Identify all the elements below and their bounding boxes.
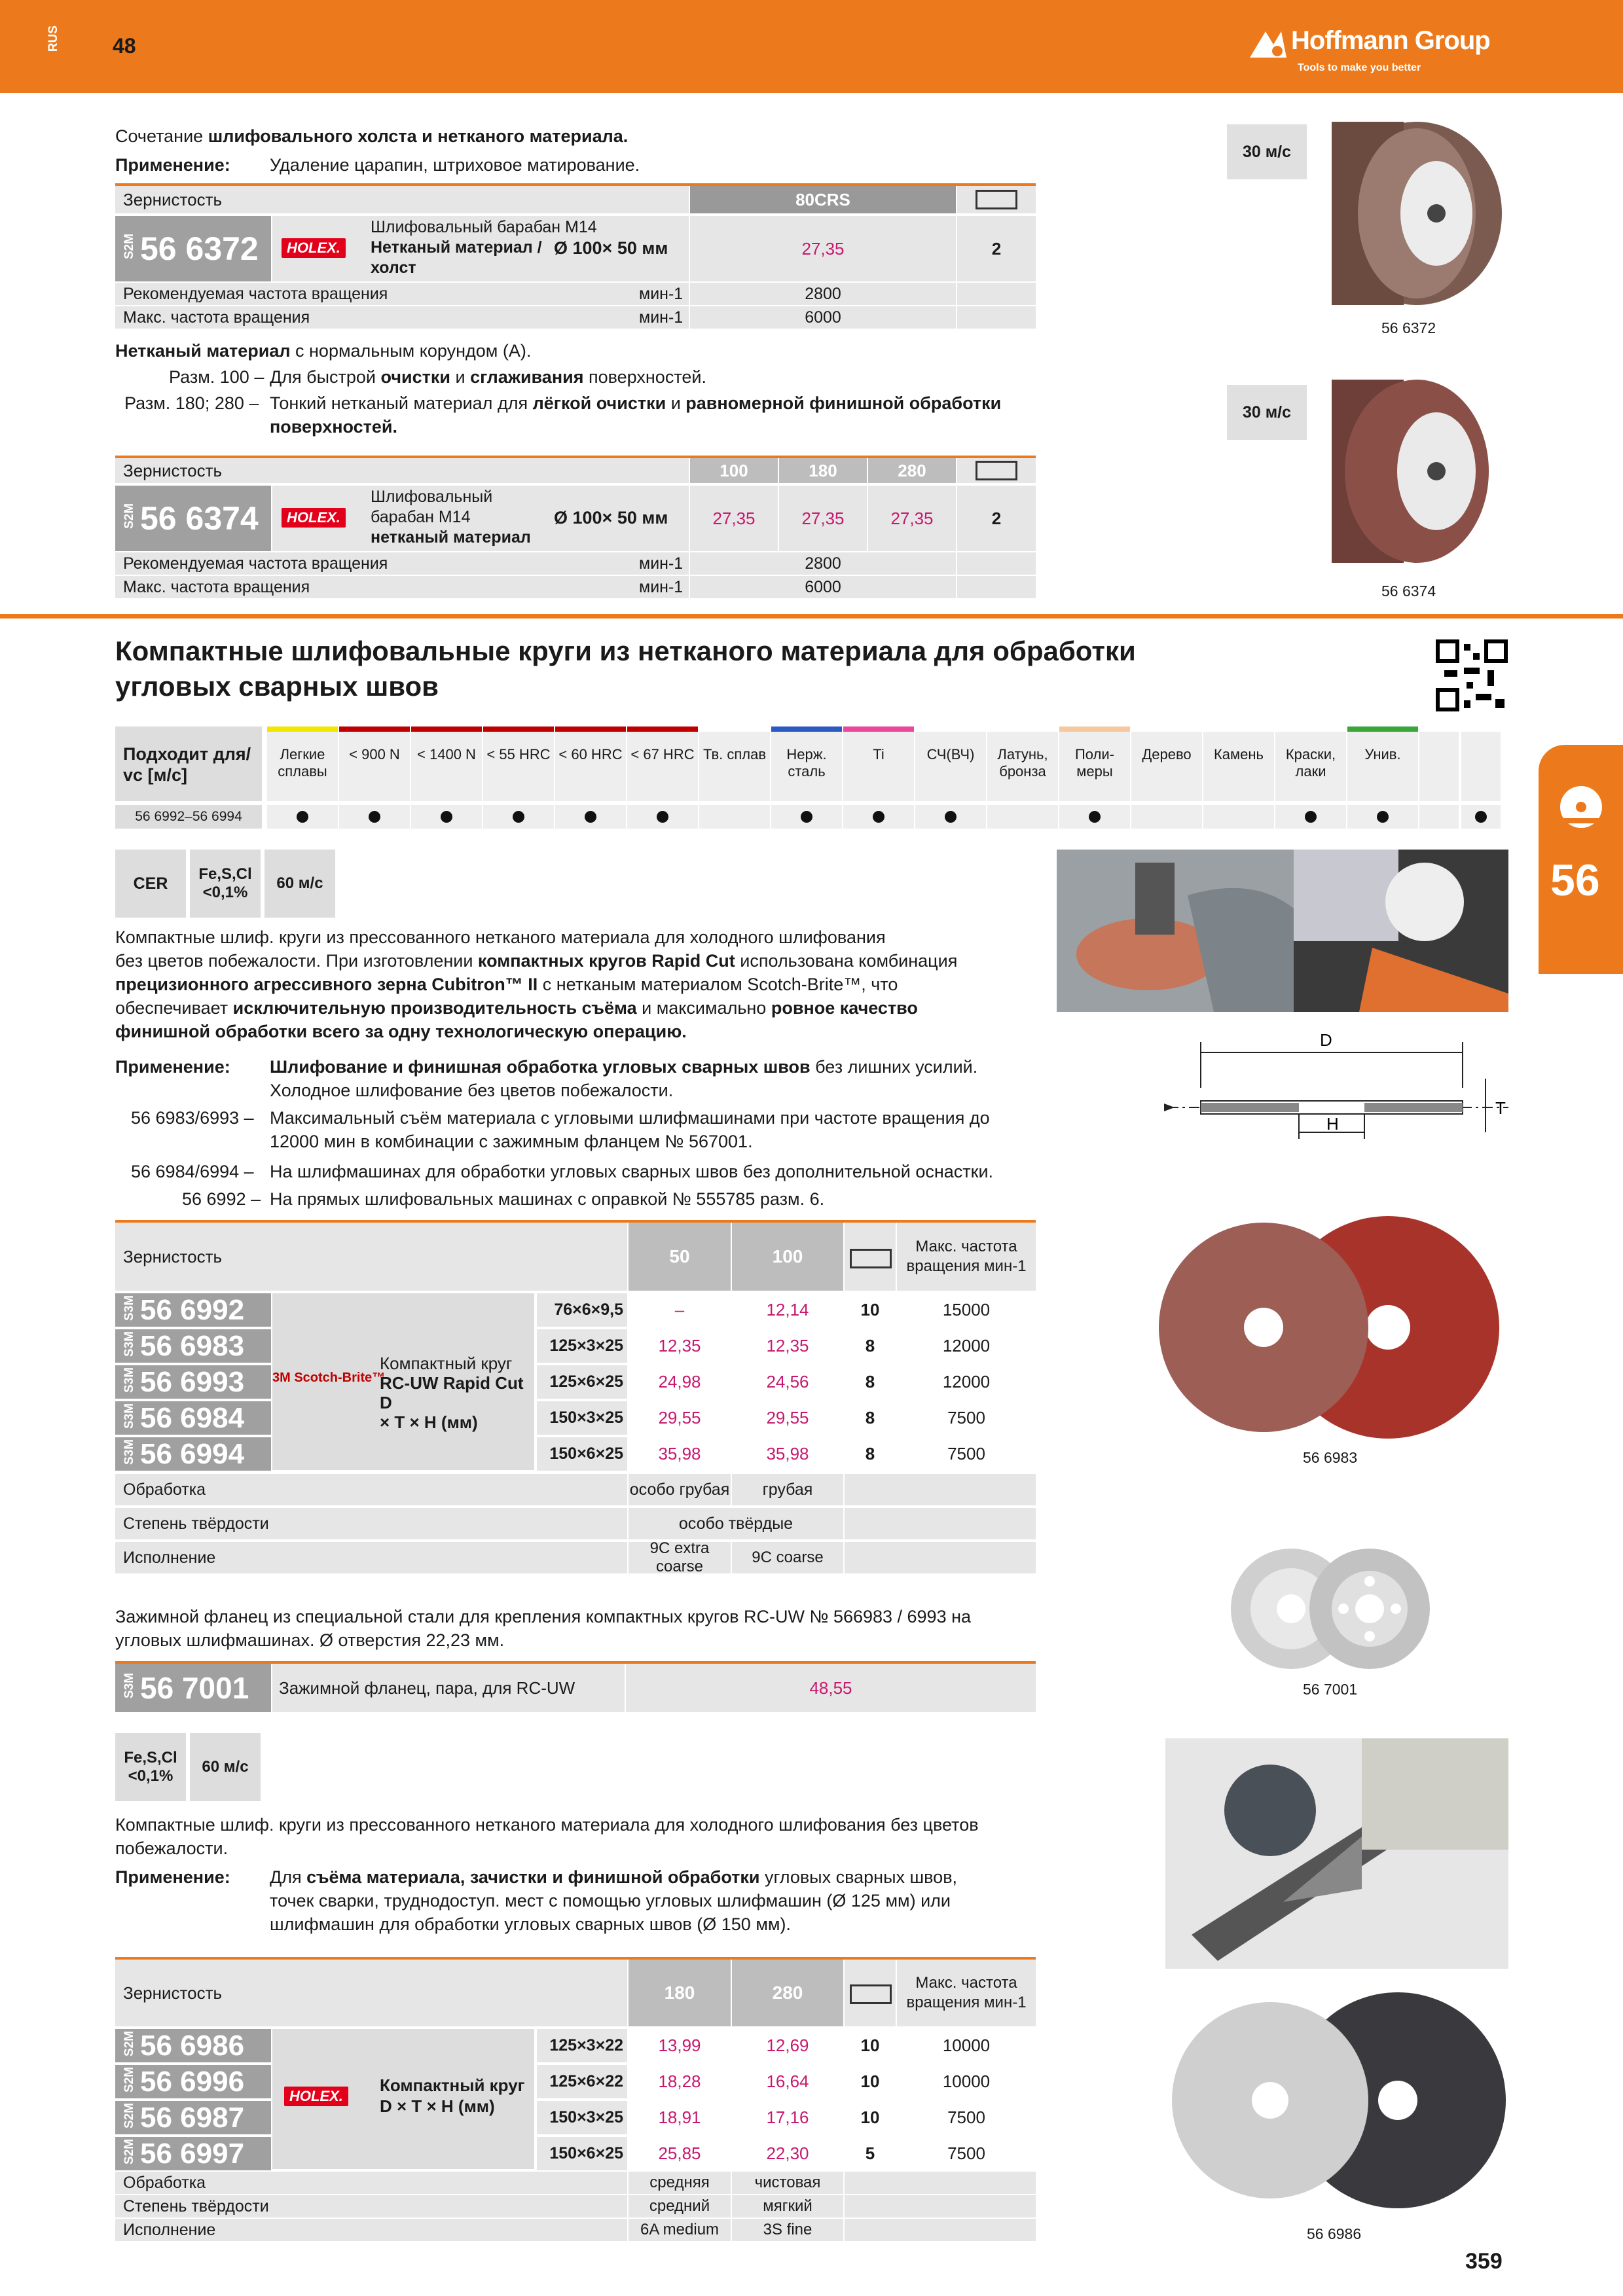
label-line: Подходит для/ — [123, 744, 251, 764]
suitability-dot-cell — [699, 805, 770, 829]
pack-qty: 5 — [865, 2144, 875, 2163]
desc-line: Шлифовальный — [371, 488, 493, 506]
suitability-column-label: Латунь, бронза — [997, 746, 1048, 780]
product-desc — [272, 486, 689, 551]
processing-label: Обработка — [115, 1474, 627, 1505]
product-size: Ø 100× 50 мм — [554, 508, 668, 528]
desc-line: D × T × H (мм) — [380, 2096, 495, 2116]
pack-header — [957, 458, 1036, 483]
processing-label: Обработка — [115, 2172, 627, 2194]
desc-line: холст — [371, 259, 416, 277]
suitability-dot — [297, 811, 308, 823]
image-caption: 56 7001 — [1303, 1681, 1358, 1698]
size180-label: Разм. 180; 280 – — [124, 393, 259, 413]
badge-speed: 60 м/с — [190, 1733, 261, 1801]
pack-qty: 8 — [865, 1372, 875, 1391]
usage2-text: На шлифмашинах для обработки угловых сварных швов без дополнительной оснастки. — [270, 1162, 994, 1181]
suitability-dot-cell — [1131, 805, 1202, 829]
product-code: S2M 56 6986 — [115, 2029, 271, 2062]
block3-app-text: Шлифование и финишная обработка угловых сварных швов без лишних усилий. Холодное шлифование без цветов побежалости. — [270, 1057, 978, 1100]
hardness-value: особо твёрдые — [629, 1508, 843, 1539]
desc-line: Нетканый материал / — [371, 238, 542, 257]
suitability-dot-cell — [339, 805, 410, 829]
grit-label: Зернистость — [115, 1223, 627, 1291]
grit-100-header: 100 — [732, 1223, 843, 1291]
product-code: S2M 56 6996 — [115, 2065, 271, 2098]
suitability-dot-cell — [1347, 805, 1418, 829]
wheel-size: 125×3×22 — [537, 2029, 627, 2062]
holex-logo: HOLEX. — [284, 2087, 348, 2106]
price: 12,35 — [766, 1336, 809, 1355]
max-speed: 7500 — [947, 1444, 985, 1463]
empty-cell — [845, 1508, 1036, 1539]
image-caption: 56 6983 — [1303, 1449, 1358, 1466]
grade-header: 80CRS — [690, 186, 956, 213]
pack-qty: 10 — [860, 2108, 880, 2127]
price: 35,98 — [658, 1444, 701, 1463]
pack-qty: 8 — [865, 1444, 875, 1463]
package-icon — [850, 1249, 892, 1268]
wheel-size: 125×6×22 — [537, 2065, 627, 2098]
grit-280-header: 280 — [868, 458, 956, 483]
suitability-dot-cell — [843, 805, 914, 829]
suitability-dot-cell — [555, 805, 626, 829]
image-caption: 56 6372 — [1381, 319, 1436, 336]
image-caption: 56 6986 — [1307, 2225, 1362, 2242]
empty-cell — [845, 1542, 1036, 1573]
grit-50-header: 50 — [629, 1223, 731, 1291]
suitability-column-label: Легкие сплавы — [278, 746, 327, 780]
pack-qty: 10 — [860, 2072, 880, 2091]
suitability-column — [1131, 726, 1202, 801]
suitability-column — [1059, 726, 1130, 801]
suitability-dot-cell — [1275, 805, 1346, 829]
price: 35,98 — [766, 1444, 809, 1463]
empty-cell — [845, 2172, 1036, 2194]
qr-code-icon — [1435, 639, 1508, 712]
suitability-dot-cell — [771, 805, 842, 829]
max-speed: 10000 — [942, 2036, 991, 2055]
product-code: S3M 56 6993 — [115, 1365, 271, 1399]
suitability-column — [699, 726, 770, 801]
block4-brand-desc — [272, 2029, 534, 2169]
empty-cell — [845, 2195, 1036, 2217]
max-speed: 7500 — [947, 2108, 985, 2127]
suitability-dot — [585, 811, 596, 823]
suitability-dot-cell — [987, 805, 1058, 829]
grit-100-header: 100 — [690, 458, 778, 483]
angle-grinder-photo — [1165, 1738, 1508, 1969]
speed-badge: 30 м/с — [1227, 385, 1307, 440]
empty-cell — [957, 283, 1036, 305]
usage3-text: На прямых шлифовальных машинах с оправкой № 555785 разм. 6. — [270, 1189, 825, 1209]
badge-cer: CER — [115, 850, 186, 918]
price: 48,55 — [626, 1664, 1036, 1712]
price: 29,55 — [658, 1408, 701, 1427]
hardness-label: Степень твёрдости — [115, 2195, 627, 2217]
block4-description: Компактные шлиф. круги из прессованного нетканого материала для холодного шлифования без цветов побежалости. — [115, 1815, 979, 1858]
processing-value: грубая — [732, 1474, 843, 1505]
suitability-column-label: Дерево — [1142, 746, 1192, 762]
price: 27,35 — [779, 486, 867, 551]
suitability-dot — [1377, 811, 1389, 823]
max-speed-header: Макс. частота вращения мин-1 — [897, 1960, 1036, 2026]
suitability-label-cell — [115, 726, 262, 801]
pack-qty: 2 — [957, 216, 1036, 281]
package-icon — [850, 1984, 892, 2004]
grit-280-header: 280 — [732, 1960, 843, 2026]
rec-speed-label: Рекомендуемая частота вращения мин-1 — [115, 283, 689, 305]
block1-app-label: Применение: — [115, 155, 230, 175]
price: 12,14 — [766, 1300, 809, 1319]
rec-speed-value: 2800 — [690, 552, 956, 575]
image-caption: 56 6374 — [1381, 583, 1436, 600]
execution-value: 9C coarse — [732, 1542, 843, 1573]
badge-fescl: Fe,S,Cl <0,1% — [190, 850, 261, 918]
desc-line: Шлифовальный барабан M14 — [371, 218, 597, 236]
clamping-flange-image — [1230, 1543, 1432, 1677]
execution-label: Исполнение — [115, 2219, 627, 2241]
suitability-dot — [369, 811, 380, 823]
product-code: S3M 56 6994 — [115, 1437, 271, 1471]
empty-cell — [845, 1474, 1036, 1505]
suitability-dot — [513, 811, 524, 823]
wheel-size: 150×3×25 — [537, 1401, 627, 1435]
max-speed-label: Макс. частота вращения мин-1 — [115, 306, 689, 329]
suitability-dot-cell — [1419, 805, 1459, 829]
empty-cell — [957, 576, 1036, 598]
wheel-size: 125×6×25 — [537, 1365, 627, 1399]
section-title: Компактные шлифовальные круги из нетканого материала для обработки угловых сварных швов — [115, 636, 1136, 702]
product-desc — [272, 216, 689, 281]
price: 24,98 — [658, 1372, 701, 1391]
page-number-top: 48 — [113, 34, 136, 58]
wheel-size: 76×6×9,5 — [537, 1293, 627, 1327]
price: 27,35 — [868, 486, 956, 551]
suitability-dot — [873, 811, 884, 823]
max-speed-header: Макс. частота вращения мин-1 — [897, 1223, 1036, 1291]
hardness-label: Степень твёрдости — [115, 1508, 627, 1539]
suitability-dot-cell — [1203, 805, 1274, 829]
product-code: S3M 56 6983 — [115, 1329, 271, 1363]
pack-header — [957, 186, 1036, 213]
desc-line: нетканый материал — [371, 528, 531, 547]
rec-speed-label: Рекомендуемая частота вращения мин-1 — [115, 552, 689, 575]
price: 24,56 — [766, 1372, 809, 1391]
max-speed: 7500 — [947, 2144, 985, 2163]
size180-text: Тонкий нетканый материал для лёгкой очистки и равномерной финишной обработки поверхностей. — [270, 393, 1002, 437]
suitability-dot-cell — [627, 805, 698, 829]
execution-value: 9C extra coarse — [629, 1542, 731, 1573]
max-speed-value: 6000 — [690, 306, 956, 329]
price: 27,35 — [690, 216, 956, 281]
product-code: S3M 56 7001 — [115, 1664, 271, 1712]
suitability-column-label: Краски, лаки — [1285, 746, 1336, 780]
price: 12,69 — [766, 2036, 809, 2055]
suitability-column-label: Камень — [1213, 746, 1264, 762]
suitability-column — [1461, 726, 1501, 801]
product-code: S2M 56 6987 — [115, 2101, 271, 2134]
suitability-dot-cell — [411, 805, 482, 829]
size100-text: Для быстрой очистки и сглаживания поверхностей. — [270, 367, 706, 387]
processing-value: средняя — [629, 2172, 731, 2194]
price: 29,55 — [766, 1408, 809, 1427]
grit-label: Зернистость — [115, 1960, 627, 2026]
hardness-value: мягкий — [732, 2195, 843, 2217]
desc-line: барабан M14 — [371, 508, 471, 526]
price: 22,30 — [766, 2144, 809, 2163]
price: 12,35 — [658, 1336, 701, 1355]
suitability-column — [1203, 726, 1274, 801]
grinding-photo-1 — [1057, 850, 1294, 1012]
grinding-disc-icon — [1558, 784, 1604, 830]
empty-cell — [957, 552, 1036, 575]
execution-value: 3S fine — [732, 2219, 843, 2241]
page-number-bottom: 359 — [1465, 2249, 1503, 2274]
empty-cell — [957, 306, 1036, 329]
pack-qty: 10 — [860, 1300, 880, 1319]
suitability-dot — [945, 811, 957, 823]
suitability-column — [411, 726, 482, 801]
suitability-column-label: Тв. сплав — [702, 746, 767, 762]
rec-speed-value: 2800 — [690, 283, 956, 305]
suitability-column — [267, 726, 338, 801]
suitability-column-label: Поли- меры — [1074, 746, 1115, 780]
grit-180-header: 180 — [629, 1960, 731, 2026]
usage1-label: 56 6983/6993 – — [131, 1108, 254, 1128]
pack-qty: 10 — [860, 2036, 880, 2055]
package-icon — [976, 461, 1017, 480]
wheel-dimension-diagram — [1155, 1028, 1522, 1158]
grinding-photo-2 — [1294, 850, 1508, 1012]
holex-logo: HOLEX. — [282, 238, 346, 258]
suitability-range: 56 6992–56 6994 — [115, 805, 262, 829]
suitability-table — [115, 726, 1425, 831]
max-speed: 12000 — [942, 1372, 991, 1391]
suitability-dot-cell — [1059, 805, 1130, 829]
size100-label: Разм. 100 – — [169, 367, 264, 387]
block1-intro: Сочетание шлифовального холста и нетканого материала. — [115, 126, 629, 146]
max-speed-value: 6000 — [690, 576, 956, 598]
suitability-dot-cell — [483, 805, 554, 829]
price: 17,16 — [766, 2108, 809, 2127]
processing-value: особо грубая — [629, 1474, 731, 1505]
sanding-drum-image — [1319, 115, 1508, 312]
suitability-column — [771, 726, 842, 801]
block4-app-text: Для съёма материала, зачистки и финишной обработки угловых сварных швов, точек сварки, труднодоступ. мест с помощью угловых шлифмашин (Ø 125 мм) или шлифмашин для обработки угловых сварных швов (Ø 150 мм). — [270, 1867, 958, 1934]
max-speed: 12000 — [942, 1336, 991, 1355]
price: – — [674, 1300, 685, 1319]
price: 13,99 — [658, 2036, 701, 2055]
nonwoven-drum-image — [1319, 373, 1508, 569]
grit-label: Зернистость — [115, 458, 689, 483]
desc-line: × T × H (мм) — [380, 1412, 478, 1432]
price: 25,85 — [658, 2144, 701, 2163]
suitability-column — [1275, 726, 1346, 801]
price: 16,64 — [766, 2072, 809, 2091]
max-speed: 10000 — [942, 2072, 991, 2091]
language-code: RUS — [46, 25, 61, 52]
badge-fescl: Fe,S,Cl <0,1% — [115, 1733, 186, 1801]
block3-app-label: Применение: — [115, 1057, 230, 1077]
suitability-dot-cell — [267, 805, 338, 829]
holex-discs-image — [1172, 1992, 1512, 2208]
pack-header — [845, 1223, 896, 1291]
product-code: S2M 56 6372 — [115, 216, 271, 281]
block3-brand-desc — [272, 1293, 534, 1470]
price: 27,35 — [690, 486, 778, 551]
brand-name: Hoffmann Group — [1291, 26, 1490, 55]
suitability-column — [915, 726, 986, 801]
desc-line: RC-UW Rapid Cut D — [380, 1373, 524, 1412]
suitability-column-label: < 55 HRC — [486, 746, 551, 762]
product-code: S2M 56 6997 — [115, 2137, 271, 2170]
desc-line: Компактный круг — [380, 2075, 525, 2095]
processing-value: чистовая — [732, 2172, 843, 2194]
suitability-column — [555, 726, 626, 801]
label-line: vc [м/с] — [123, 765, 188, 785]
flange-description: Зажимной фланец из специальной стали для крепления компактных кругов RC-UW № 566983 / 6993 на угловых шлифмашинах. Ø отверстия 22,23 мм. — [115, 1607, 972, 1650]
suitability-column — [1419, 726, 1459, 801]
block3-description: Компактные шлиф. круги из прессованного нетканого материала для холодного шлифования без цветов побежалости. При изготовлении компактных кругов Rapid Cut использована комбинация прецизионного агрессивного зерна Cubitron™ II с нетканым материалом Scotch-Brite™, что обеспечивает исключительную производительность съёма и максимально ровное качество финишной обработки всего за одну технологическую операцию. — [115, 927, 958, 1041]
empty-cell — [845, 2219, 1036, 2241]
price: 18,28 — [658, 2072, 701, 2091]
wheel-size: 150×6×25 — [537, 1437, 627, 1471]
brand-logo-icon — [1247, 29, 1289, 60]
diagram-label-h: H — [1326, 1114, 1339, 1134]
pack-header — [845, 1960, 896, 2026]
suitability-column-label: < 1400 N — [417, 746, 476, 762]
brand-tagline: Tools to make you better — [1298, 62, 1421, 73]
product-code: S3M 56 6992 — [115, 1293, 271, 1327]
scotch-brite-discs-image — [1159, 1216, 1512, 1445]
suitability-column-label: Ti — [873, 746, 884, 762]
product-size: Ø 100× 50 мм — [554, 238, 668, 258]
max-speed: 7500 — [947, 1408, 985, 1427]
suitability-column — [483, 726, 554, 801]
suitability-column-label: Унив. — [1364, 746, 1401, 762]
usage1-text: Максимальный съём материала с угловыми шлифмашинами при частоте вращения до 12000 мин в комбинации с зажимным фланцем № 567001. — [270, 1108, 990, 1151]
pack-qty: 2 — [957, 486, 1036, 551]
package-icon — [976, 190, 1017, 209]
suitability-dot — [801, 811, 812, 823]
block2-intro: Нетканый материал с нормальным корундом (A). — [115, 341, 532, 361]
usage2-label: 56 6984/6994 – — [131, 1162, 254, 1181]
badge-speed: 60 м/с — [264, 850, 335, 918]
suitability-column-label: Нерж. сталь — [786, 746, 827, 780]
suitability-column — [987, 726, 1058, 801]
suitability-column-label: < 900 N — [349, 746, 400, 762]
holex-logo: HOLEX. — [282, 508, 346, 528]
wheel-size: 125×3×25 — [537, 1329, 627, 1363]
max-speed-label: Макс. частота вращения мин-1 — [115, 576, 689, 598]
execution-label: Исполнение — [115, 1542, 627, 1573]
suitability-column-label: СЧ(ВЧ) — [926, 746, 975, 762]
section-separator — [0, 614, 1623, 619]
pack-qty: 8 — [865, 1336, 875, 1355]
suitability-column — [627, 726, 698, 801]
section-number: 56 — [1550, 855, 1600, 905]
price: 18,91 — [658, 2108, 701, 2127]
diagram-label-t: T — [1495, 1098, 1506, 1118]
diagram-label-d: D — [1320, 1030, 1332, 1050]
section-tab — [1539, 745, 1623, 974]
product-code: S3M 56 6984 — [115, 1401, 271, 1435]
suitability-dot-cell — [915, 805, 986, 829]
block4-app-label: Применение: — [115, 1867, 230, 1887]
speed-badge: 30 м/с — [1227, 124, 1307, 179]
suitability-dot — [1089, 811, 1101, 823]
suitability-dot — [1475, 811, 1487, 823]
suitability-dot-cell — [1461, 805, 1501, 829]
suitability-dot — [441, 811, 452, 823]
desc-line: Компактный круг — [380, 1354, 513, 1373]
suitability-column — [1347, 726, 1418, 801]
suitability-column — [339, 726, 410, 801]
suitability-dot — [657, 811, 668, 823]
flange-desc: Зажимной фланец, пара, для RC-UW — [272, 1664, 625, 1712]
suitability-dot — [1305, 811, 1317, 823]
product-code: S2M 56 6374 — [115, 486, 271, 551]
hardness-value: средний — [629, 2195, 731, 2217]
wheel-size: 150×6×25 — [537, 2137, 627, 2170]
usage3-label: 56 6992 – — [182, 1189, 261, 1209]
max-speed: 15000 — [942, 1300, 991, 1319]
page-header — [0, 0, 1623, 93]
suitability-column-label: < 67 HRC — [630, 746, 695, 762]
grit-180-header: 180 — [779, 458, 867, 483]
suitability-column-label: < 60 HRC — [558, 746, 623, 762]
grit-label: Зернистость — [115, 186, 689, 213]
3m-logo: 3M Scotch-Brite™ — [272, 1371, 386, 1385]
pack-qty: 8 — [865, 1408, 875, 1427]
suitability-column — [843, 726, 914, 801]
execution-value: 6A medium — [629, 2219, 731, 2241]
block1-app-text: Удаление царапин, штриховое матирование. — [270, 155, 640, 175]
wheel-size: 150×3×25 — [537, 2101, 627, 2134]
